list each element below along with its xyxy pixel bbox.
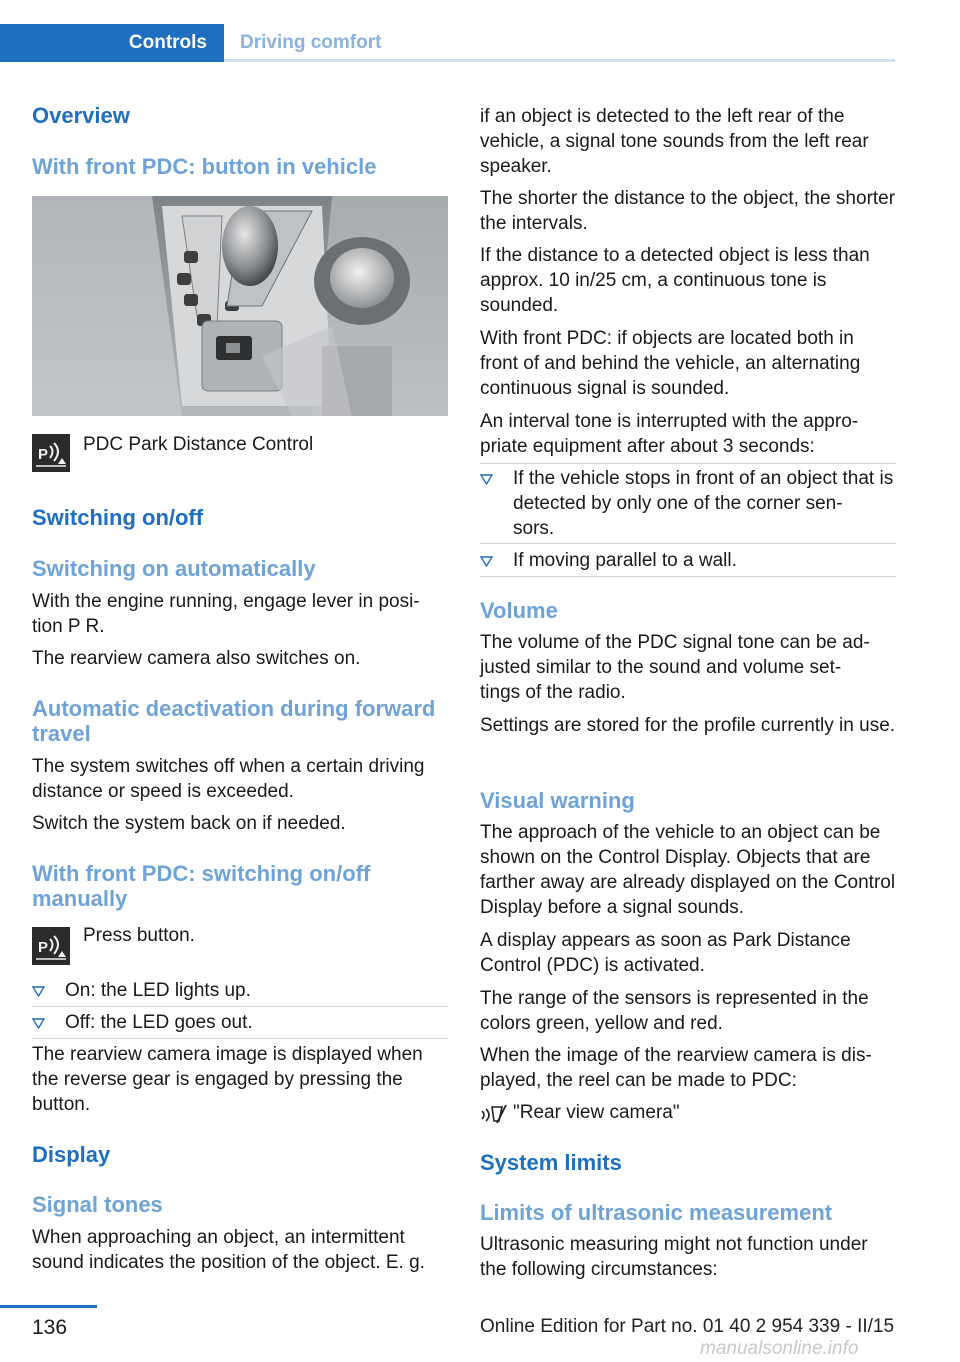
sensor-range-text: The range of the sensors is represented in the colors green, yellow and red.: [480, 988, 869, 1034]
interval-text: The shorter the distance to the object, the shorter the intervals.: [480, 188, 896, 234]
visual-warning-heading: Visual warning: [480, 788, 635, 813]
auto-on-camera-text: The rearview camera also switches on.: [32, 648, 361, 669]
continuous-tone-text: If the distance to a detected object is less than approx. 10 in/25 cm, a continuous tone is sounded.: [480, 245, 870, 316]
list-divider: [32, 1006, 448, 1007]
header-section-tab[interactable]: Controls: [0, 24, 224, 62]
list-divider: [480, 543, 896, 544]
list-divider: [32, 1038, 448, 1039]
profile-text: Settings are stored for the profile currently in use.: [480, 715, 896, 736]
display-activation-text: A display appears as soon as Park Distance Control (PDC) is activated.: [480, 930, 851, 976]
header-rule: [224, 59, 895, 62]
left-rear-text: if an object is detected to the left rear of the vehicle, a signal tone sounds from the left rear speaker.: [480, 106, 869, 177]
list-divider: [480, 463, 896, 464]
center-console-photo: [32, 196, 448, 416]
volume-text: The volume of the PDC signal tone can be ad‐ justed similar to the sound and volume set‐ tings of the radio.: [480, 632, 870, 703]
pdc-button-icon: [32, 927, 70, 965]
rear-view-camera-label: "Rear view camera": [513, 1102, 680, 1123]
auto-off-switch-text: Switch the system back on if needed.: [32, 813, 346, 834]
system-limits-heading: System limits: [480, 1150, 622, 1175]
rearview-reel-text: When the image of the rearview camera is dis‐ played, the reel can be made to PDC:: [480, 1045, 872, 1091]
visual-warning-text: The approach of the vehicle to an object can be shown on the Control Display. Objects that are farther away are already displayed on the Control Display before a signal sounds.: [480, 822, 896, 918]
list-divider: [480, 576, 896, 577]
header-subsection-tab[interactable]: Driving comfort: [240, 32, 382, 53]
volume-heading: Volume: [480, 598, 558, 623]
press-button-text: Press button.: [83, 925, 195, 946]
interrupted-tone-text: An interval tone is interrupted with the appro‐ priate equipment after about 3 seconds:: [480, 411, 859, 457]
svg-text:P: P: [38, 939, 49, 956]
auto-off-heading: Automatic deactivation during forward travel: [32, 696, 436, 746]
watermark: manualsonline.info: [700, 1338, 859, 1359]
bullet-triangle-icon: [480, 474, 493, 485]
led-on-text: On: the LED lights up.: [65, 980, 251, 1001]
bullet-triangle-icon: [32, 986, 45, 997]
front-pdc-heading: With front PDC: button in vehicle: [32, 154, 377, 179]
display-heading: Display: [32, 1142, 111, 1167]
footer-rule: [0, 1305, 97, 1308]
auto-off-text: The system switches off when a certain driving distance or speed is exceeded.: [32, 756, 425, 802]
pdc-icon-caption: PDC Park Distance Control: [83, 434, 314, 455]
auto-on-text: With the engine running, engage lever in posi‐ tion P R.: [32, 591, 420, 637]
signal-text: When approaching an object, an intermittent sound indicates the position of the object. E. g.: [32, 1227, 425, 1273]
ultrasonic-heading: Limits of ultrasonic measurement: [480, 1200, 833, 1225]
bullet-triangle-icon: [32, 1018, 45, 1029]
led-off-text: Off: the LED goes out.: [65, 1012, 253, 1033]
signal-heading: Signal tones: [32, 1192, 163, 1217]
camera-display-text: The rearview camera image is displayed when the reverse gear is engaged by pressing the button.: [32, 1044, 423, 1115]
page-header: [0, 24, 895, 62]
manual-heading: With front PDC: switching on/off manually: [32, 861, 371, 911]
auto-on-heading: Switching on automatically: [32, 556, 316, 581]
ultrasonic-text: Ultrasonic measuring might not function under the following circumstances:: [480, 1234, 868, 1280]
svg-text:P: P: [38, 446, 49, 463]
page-number: 136: [32, 1316, 68, 1339]
bullet-triangle-icon: [480, 556, 493, 567]
pdc-icon: [32, 434, 70, 472]
overview-heading: Overview: [32, 103, 130, 128]
alternating-signal-text: With front PDC: if objects are located both in front of and behind the vehicle, an alternating continuous signal is sounded.: [480, 328, 861, 399]
switching-heading: Switching on/off: [32, 505, 204, 530]
edition-text: Online Edition for Part no. 01 40 2 954 339 - II/15: [480, 1316, 895, 1337]
rear-view-camera-icon: [480, 1103, 510, 1127]
corner-sensor-text: If the vehicle stops in front of an object that is detected by only one of the corner sen‐ sors.: [513, 468, 894, 539]
parallel-wall-text: If moving parallel to a wall.: [513, 550, 737, 571]
